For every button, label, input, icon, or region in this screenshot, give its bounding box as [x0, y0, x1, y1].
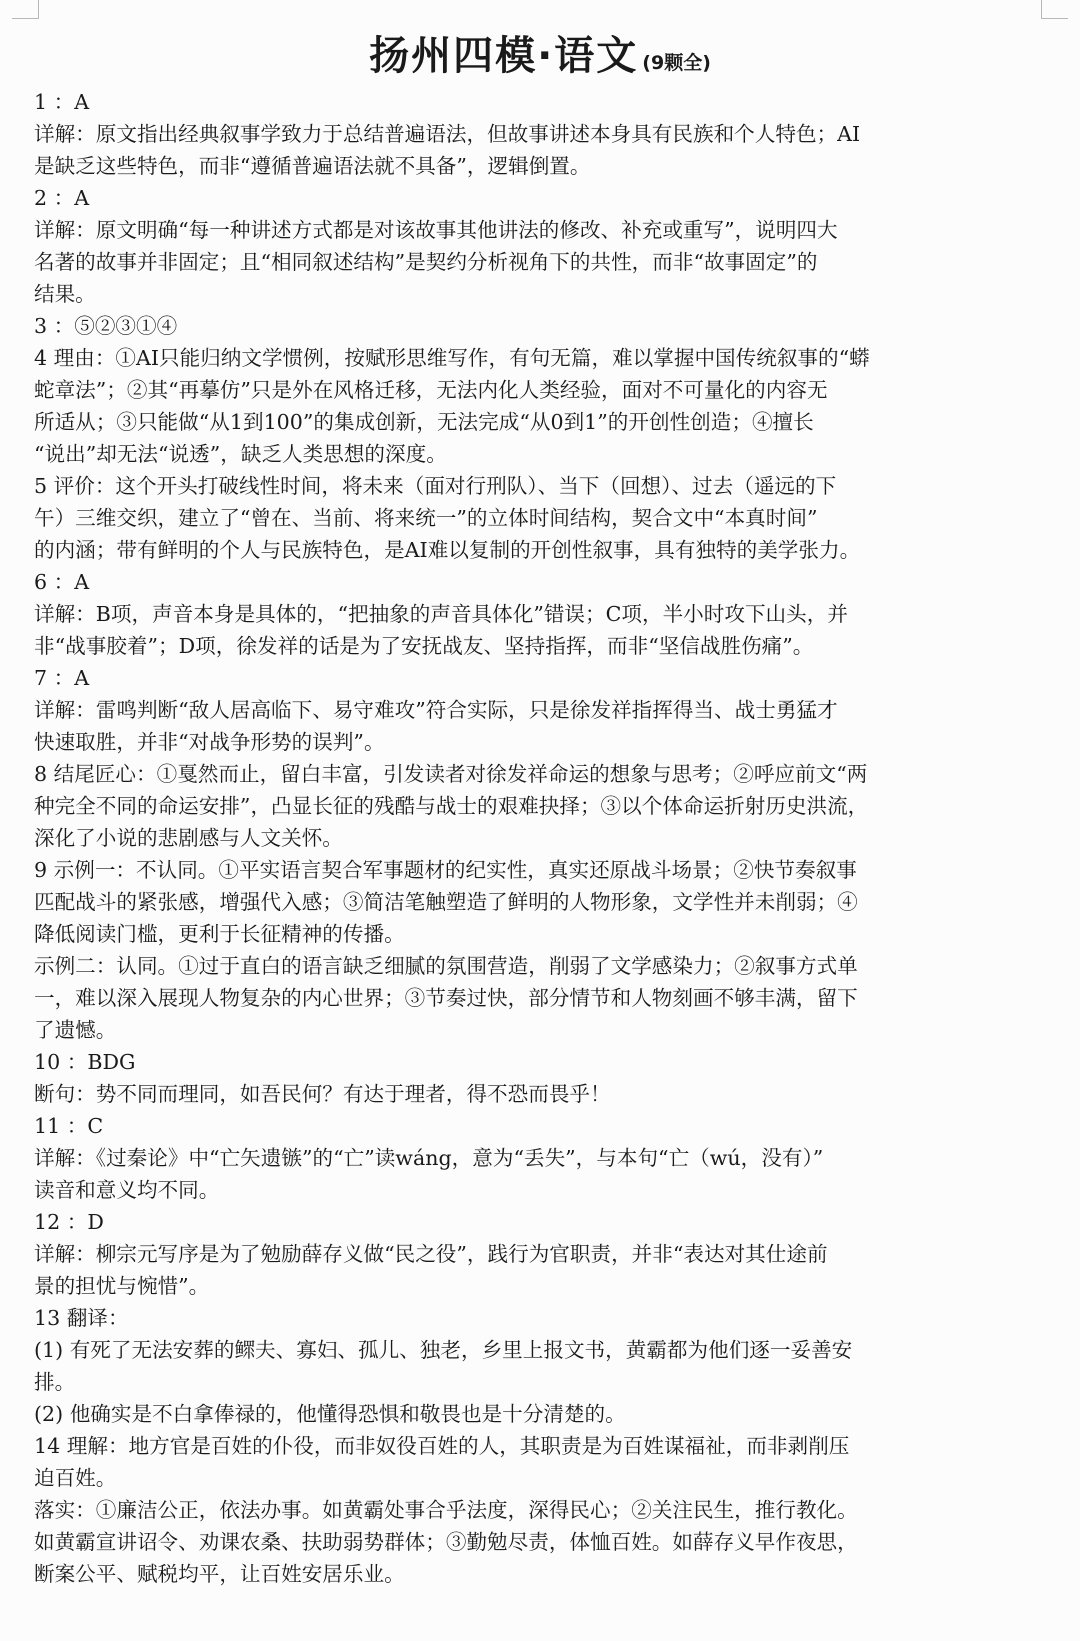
text-line: 6 ：A	[34, 570, 90, 594]
text-line: 14 理解：地方官是百姓的仆役，而非奴役百姓的人，其职责是为百姓谋福祉，而非剥削压	[34, 1434, 850, 1458]
text-line: 蛇章法”；②其“再摹仿”只是外在风格迁移，无法内化人类经验，面对不可量化的内容无	[34, 378, 828, 402]
text-line: 的内涵；带有鲜明的个人与民族特色，是AI难以复制的开创性叙事，具有独特的美学张力。	[34, 538, 861, 562]
text-line: 快速取胜，并非“对战争形势的误判”。	[34, 730, 385, 754]
text-line: (2) 他确实是不白拿俸禄的，他懂得恐惧和敬畏也是十分清楚的。	[34, 1402, 626, 1426]
text-line: 一，难以深入展现人物复杂的内心世界；③节奏过快，部分情节和人物刻画不够丰满，留下	[34, 986, 858, 1010]
answer-content	[34, 86, 1044, 1590]
text-line: 断案公平、赋税均平，让百姓安居乐业。	[34, 1562, 405, 1586]
text-line: 3 ：⑤②③①④	[34, 314, 178, 338]
text-line: 5 评价：这个开头打破线性时间，将未来（面对行刑队）、当下（回想）、过去（遥远的下	[34, 474, 837, 498]
text-line: 详解：柳宗元写序是为了勉励薛存义做“民之役”，践行为官职责，并非“表达对其仕途前	[34, 1242, 828, 1266]
text-line: 详解：B项，声音本身是具体的，“把抽象的声音具体化”错误；C项，半小时攻下山头，并	[34, 602, 848, 626]
text-line: 排。	[34, 1370, 76, 1394]
text-line: 迫百姓。	[34, 1466, 117, 1490]
page-subtitle: (9颗全)	[642, 52, 711, 74]
text-line: 所适从；③只能做“从1到100”的集成创新，无法完成“从0到1”的开创性创造；④擅长	[34, 410, 814, 434]
text-line: 7 ：A	[34, 666, 90, 690]
text-line: 9 示例一：不认同。①平实语言契合军事题材的纪实性，真实还原战斗场景；②快节奏叙事	[34, 858, 857, 882]
page-title: 扬州四模·语文	[369, 33, 639, 79]
text-line: 12 ：D	[34, 1210, 104, 1234]
text-line: 1 ：A	[34, 90, 90, 114]
text-line: 午）三维交织，建立了“曾在、当前、将来统一”的立体时间结构，契合文中“本真时间”	[34, 506, 818, 530]
text-line: 读音和意义均不同。	[34, 1178, 220, 1202]
text-line: 4 理由：①AI只能归纳文学惯例，按赋形思维写作，有句无篇，难以掌握中国传统叙事的“蟒	[34, 346, 870, 370]
text-line: 如黄霸宣讲诏令、劝课农桑、扶助弱势群体；③勤勉尽责，体恤百姓。如薛存义早作夜思，	[34, 1530, 858, 1554]
text-line: (1) 有死了无法安葬的鳏夫、寡妇、孤儿、独老，乡里上报文书，黄霸都为他们逐一妥善安	[34, 1338, 853, 1362]
text-line: 详解：原文指出经典叙事学致力于总结普遍语法，但故事讲述本身具有民族和个人特色；AI	[34, 122, 861, 146]
text-line: 11 ：C	[34, 1114, 104, 1138]
text-line: 断句：势不同而理同，如吾民何？有达于理者，得不恐而畏乎！	[34, 1082, 611, 1106]
text-line: 结果。	[34, 282, 96, 306]
text-line: 详解：雷鸣判断“敌人居高临下、易守难攻”符合实际，只是徐发祥指挥得当、战士勇猛才	[34, 698, 838, 722]
text-line: 名著的故事并非固定；且“相同叙述结构”是契约分析视角下的共性，而非“故事固定”的	[34, 250, 818, 274]
crop-mark-top-left	[12, 0, 39, 19]
text-line: 了遗憾。	[34, 1018, 117, 1042]
text-line: 匹配战斗的紧张感，增强代入感；③简洁笔触塑造了鲜明的人物形象，文学性并未削弱；④	[34, 890, 858, 914]
text-line: 13 翻译：	[34, 1306, 129, 1330]
text-line: 景的担忧与惋惜”。	[34, 1274, 210, 1298]
text-line: 详解：《过秦论》中“亡矢遗镞”的“亡”读wáng，意为“丢失”，与本句“亡（wú，没有）”	[34, 1146, 824, 1170]
text-line: 10 ：BDG	[34, 1050, 136, 1074]
text-line: 示例二：认同。①过于直白的语言缺乏细腻的氛围营造，削弱了文学感染力；②叙事方式单	[34, 954, 858, 978]
text-line: “说出”却无法“说透”，缺乏人类思想的深度。	[34, 442, 447, 466]
text-line: 降低阅读门槛，更利于长征精神的传播。	[34, 922, 405, 946]
text-line: 2 ：A	[34, 186, 90, 210]
text-line: 详解：原文明确“每一种讲述方式都是对该故事其他讲法的修改、补充或重写”，说明四大	[34, 218, 838, 242]
text-line: 落实：①廉洁公正，依法办事。如黄霸处事合乎法度，深得民心；②关注民生，推行教化。	[34, 1498, 858, 1522]
text-line: 8 结尾匠心：①戛然而止，留白丰富，引发读者对徐发祥命运的想象与思考；②呼应前文“两	[34, 762, 868, 786]
title-row	[0, 24, 1080, 81]
text-line: 非“战事胶着”；D项，徐发祥的话是为了安抚战友、坚持指挥，而非“坚信战胜伤痛”。	[34, 634, 814, 658]
text-line: 是缺乏这些特色，而非“遵循普遍语法就不具备”，逻辑倒置。	[34, 154, 591, 178]
crop-mark-top-right	[1041, 0, 1068, 19]
text-line: 深化了小说的悲剧感与人文关怀。	[34, 826, 343, 850]
text-line: 种完全不同的命运安排”，凸显长征的残酷与战士的艰难抉择；③以个体命运折射历史洪流，	[34, 794, 869, 818]
